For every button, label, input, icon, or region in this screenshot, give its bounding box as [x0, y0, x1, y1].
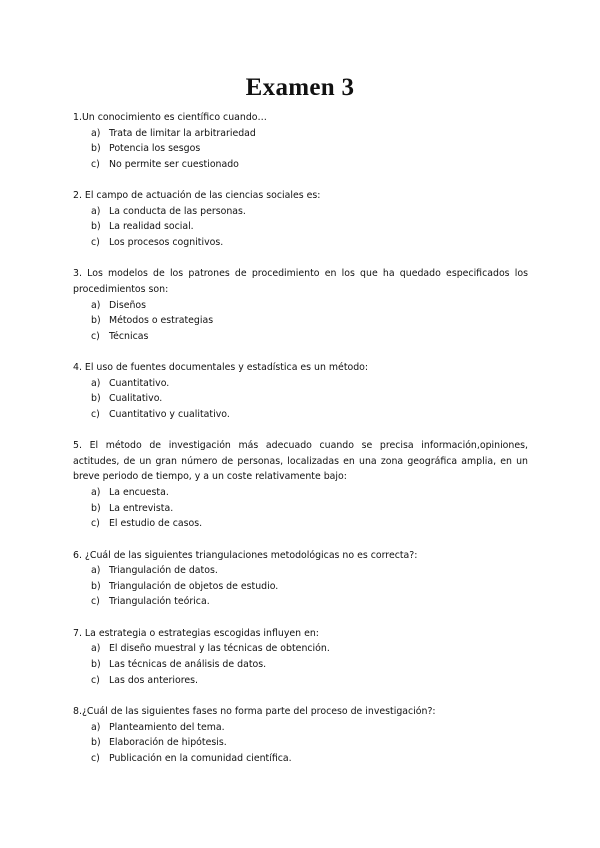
- option-label: b): [91, 221, 101, 233]
- question-7: [73, 626, 528, 688]
- option-a: [73, 126, 528, 142]
- option-b: [73, 313, 528, 329]
- option-label: c): [91, 518, 100, 530]
- question-6: [73, 548, 528, 610]
- option-label: c): [91, 674, 100, 686]
- option-a: [73, 485, 528, 501]
- option-label: b): [91, 659, 101, 670]
- question-text: 7. La estrategia o estrategias escogidas influyen en:: [73, 627, 319, 639]
- question-text: 3. Los modelos de los patrones de procedimiento en los que ha quedado especificados los procedimientos son:: [73, 268, 528, 295]
- option-b: [73, 391, 528, 407]
- option-b: [73, 579, 528, 595]
- option-text: La entrevista.: [109, 502, 174, 514]
- option-list: [73, 720, 528, 767]
- question-5: [73, 438, 528, 532]
- question-1: [73, 110, 528, 172]
- option-text: Elaboración de hipótesis.: [109, 737, 227, 749]
- option-c: [73, 329, 528, 345]
- option-label: c): [91, 330, 100, 342]
- option-label: b): [91, 393, 101, 405]
- option-label: b): [91, 737, 101, 749]
- option-c: [73, 235, 528, 251]
- option-text: La encuesta.: [109, 487, 169, 499]
- option-text: Métodos o estrategias: [109, 315, 214, 327]
- option-text: Diseños: [109, 299, 147, 311]
- option-text: Técnicas: [109, 330, 149, 342]
- question-text: 8.¿Cuál de las siguientes fases no forma parte del proceso de investigación?:: [73, 705, 436, 717]
- option-c: [73, 751, 528, 767]
- option-a: [73, 204, 528, 220]
- option-label: c): [91, 236, 100, 248]
- option-text: Trata de limitar la arbitrariedad: [109, 127, 256, 139]
- option-text: Potencia los sesgos: [109, 143, 201, 155]
- question-2: [73, 188, 528, 250]
- option-label: b): [91, 502, 101, 514]
- option-text: La conducta de las personas.: [109, 205, 246, 217]
- option-text: Cualitativo.: [109, 393, 163, 405]
- question-4: [73, 360, 528, 422]
- option-list: [73, 485, 528, 532]
- option-text: Triangulación de objetos de estudio.: [109, 580, 279, 592]
- option-text: El estudio de casos.: [109, 518, 203, 530]
- question-3: [73, 266, 528, 344]
- question-text: 4. El uso de fuentes documentales y estadística es un método:: [73, 362, 369, 374]
- option-label: a): [91, 127, 101, 139]
- option-text: La realidad social.: [109, 221, 194, 233]
- question-text: 1.Un conocimiento es científico cuando…: [73, 112, 267, 123]
- option-b: [73, 735, 528, 751]
- question-8: [73, 704, 528, 766]
- option-b: [73, 501, 528, 517]
- option-text: Las técnicas de análisis de datos.: [109, 659, 267, 670]
- question-list: [73, 110, 528, 766]
- option-list: [73, 126, 528, 173]
- option-text: Cuantitativo y cualitativo.: [109, 408, 230, 420]
- option-label: a): [91, 205, 101, 217]
- option-c: [73, 407, 528, 423]
- question-text: 2. El campo de actuación de las ciencias sociales es:: [73, 190, 321, 202]
- option-label: a): [91, 377, 101, 389]
- option-a: [73, 376, 528, 392]
- option-label: a): [91, 565, 101, 577]
- option-label: c): [91, 596, 100, 608]
- option-a: [73, 641, 528, 657]
- option-label: a): [91, 643, 101, 655]
- option-label: c): [91, 408, 100, 420]
- option-list: [73, 298, 528, 345]
- option-text: Triangulación de datos.: [109, 565, 218, 577]
- option-b: [73, 141, 528, 157]
- page-title: Examen 3: [245, 74, 355, 101]
- option-label: b): [91, 315, 101, 327]
- option-list: [73, 563, 528, 610]
- option-text: Los procesos cognitivos.: [109, 236, 224, 248]
- option-label: a): [91, 299, 101, 311]
- question-text: 5. El método de investigación más adecuado cuando se precisa información,opiniones, actitudes, de un gran número de personas, localizadas en una zona geográfica amplia, en un breve periodo de tiempo, y a un coste relativamente bajo:: [73, 440, 528, 483]
- option-text: Publicación en la comunidad científica.: [109, 752, 292, 764]
- question-text: 6. ¿Cuál de las siguientes triangulaciones metodológicas no es correcta?:: [73, 549, 418, 561]
- option-c: [73, 516, 528, 532]
- option-label: c): [91, 752, 100, 764]
- option-list: [73, 641, 528, 688]
- option-a: [73, 298, 528, 314]
- option-b: [73, 219, 528, 235]
- option-text: Las dos anteriores.: [109, 674, 198, 686]
- option-c: [73, 673, 528, 689]
- option-label: c): [91, 158, 100, 170]
- option-list: [73, 204, 528, 251]
- option-label: b): [91, 580, 101, 592]
- option-label: a): [91, 487, 101, 499]
- option-c: [73, 594, 528, 610]
- option-text: El diseño muestral y las técnicas de obtención.: [109, 643, 330, 655]
- option-text: No permite ser cuestionado: [109, 158, 239, 170]
- option-label: a): [91, 721, 101, 733]
- option-text: Planteamiento del tema.: [109, 721, 225, 733]
- option-c: [73, 157, 528, 173]
- option-text: Cuantitativo.: [109, 377, 170, 389]
- option-text: Triangulación teórica.: [109, 596, 210, 608]
- option-label: b): [91, 143, 101, 155]
- option-b: [73, 657, 528, 673]
- option-a: [73, 563, 528, 579]
- option-list: [73, 376, 528, 423]
- option-a: [73, 720, 528, 736]
